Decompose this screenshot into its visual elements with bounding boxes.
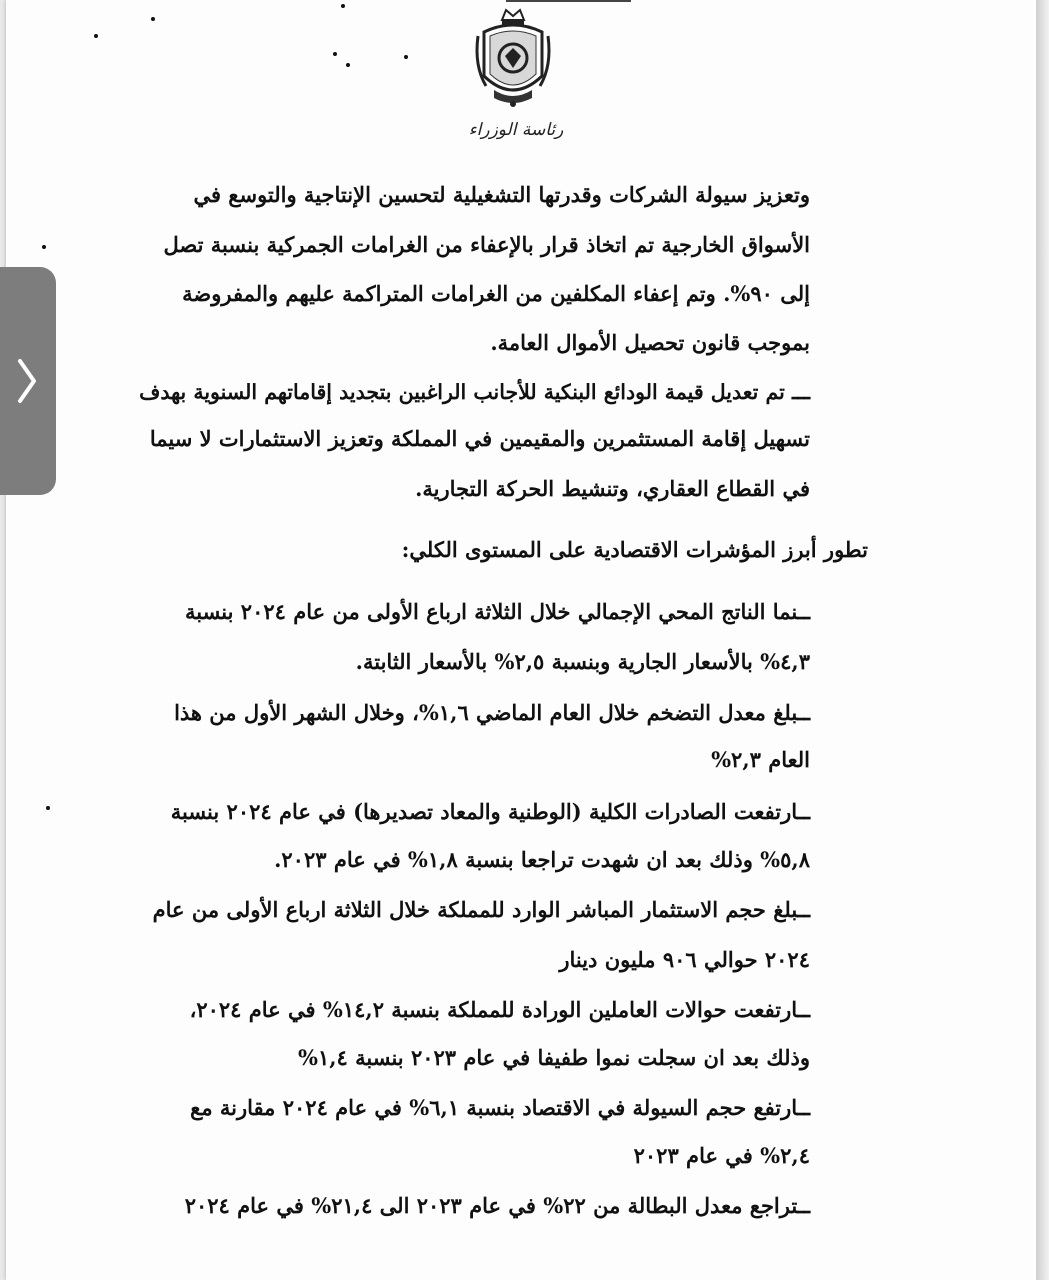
scan-speck xyxy=(333,52,337,56)
coat-of-arms-icon xyxy=(472,6,554,110)
indicator-line: ــبلغ حجم الاستثمار المباشر الوارد للمملكة خلال الثلاثة ارباع الأولى من عام xyxy=(152,897,810,922)
page-edge xyxy=(1036,0,1049,1280)
scan-speck xyxy=(42,245,46,249)
crest-caption: رئاسة الوزراء xyxy=(468,120,564,140)
indicator-line: ــارتفعت حوالات العاملين الورادة للمملكة بنسبة ١٤,٢% في عام ٢٠٢٤، xyxy=(189,997,810,1022)
body-line: تسهيل إقامة المستثمرين والمقيمين في المملكة وتعزيز الاستثمارات لا سيما xyxy=(149,426,810,451)
body-line: وتعزيز سيولة الشركات وقدرتها التشغيلية لتحسين الإنتاجية والتوسع في xyxy=(193,182,810,207)
indicator-line: ٢٠٢٤ حوالي ٩٠٦ مليون دينار xyxy=(559,947,810,972)
body-line: بموجب قانون تحصيل الأموال العامة. xyxy=(490,330,810,355)
section-heading: تطور أبرز المؤشرات الاقتصادية على المستوى الكلي: xyxy=(401,537,868,562)
scan-speck xyxy=(346,63,350,67)
indicator-line: ٥,٨% وذلك بعد ان شهدت تراجعا بنسبة ١,٨% في عام ٢٠٢٣. xyxy=(274,847,810,872)
indicator-line: ــتراجع معدل البطالة من ٢٢% في عام ٢٠٢٣ الى ٢١,٤% في عام ٢٠٢٤ xyxy=(184,1193,810,1218)
scan-speck xyxy=(341,4,345,8)
top-rule xyxy=(506,0,631,2)
body-line: إلى ٩٠%. وتم إعفاء المكلفين من الغرامات المتراكمة عليهم والمفروضة xyxy=(182,281,810,306)
indicator-line: ــنما الناتج المحي الإجمالي خلال الثلاثة ارباع الأولى من عام ٢٠٢٤ بنسبة xyxy=(184,599,810,624)
indicator-line: ٢,٤% في عام ٢٠٢٣ xyxy=(633,1143,810,1168)
indicator-line: ٤,٣% بالأسعار الجارية وبنسبة ٢,٥% بالأسعار الثابتة. xyxy=(355,649,810,674)
body-line: ـــ تم تعديل قيمة الودائع البنكية للأجانب الراغبين بتجديد إقاماتهم السنوية بهدف xyxy=(139,380,810,404)
body-line: في القطاع العقاري، وتنشيط الحركة التجارية. xyxy=(415,476,810,501)
chevron-right-icon xyxy=(14,357,40,405)
body-line: الأسواق الخارجية تم اتخاذ قرار بالإعفاء من الغرامات الجمركية بنسبة تصل xyxy=(163,232,810,257)
back-button[interactable] xyxy=(0,267,56,495)
indicator-line: ــارتفع حجم السيولة في الاقتصاد بنسبة ٦,١% في عام ٢٠٢٤ مقارنة مع xyxy=(190,1095,810,1120)
indicator-line: ــبلغ معدل التضخم خلال العام الماضي ١,٦%، وخلال الشهر الأول من هذا xyxy=(174,700,810,725)
scan-speck xyxy=(94,34,98,38)
scan-speck xyxy=(151,17,155,21)
indicator-line: العام ٢,٣% xyxy=(711,747,810,772)
indicator-line: وذلك بعد ان سجلت نموا طفيفا في عام ٢٠٢٣ بنسبة ١,٤% xyxy=(297,1045,810,1070)
scan-speck xyxy=(404,55,408,59)
indicator-line: ــارتفعت الصادرات الكلية (الوطنية والمعاد تصديرها) في عام ٢٠٢٤ بنسبة xyxy=(170,799,810,824)
document-page xyxy=(6,0,1036,1280)
scan-speck xyxy=(46,806,50,810)
